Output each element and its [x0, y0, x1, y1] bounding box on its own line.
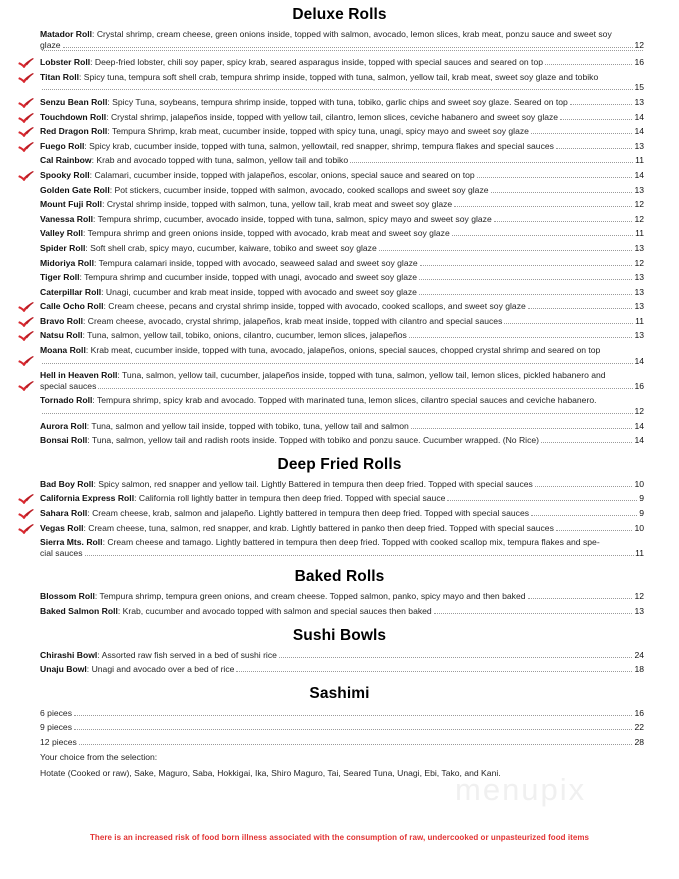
menu-item-name: Caterpillar Roll [40, 286, 102, 297]
menu-item-name: Bravo Roll [40, 315, 83, 326]
menu-item-text [40, 243, 377, 254]
menu-section [0, 621, 679, 675]
spicy-pepper-icon [18, 493, 34, 505]
leader-dots [434, 613, 633, 614]
menu-item-row [40, 258, 644, 269]
leader-dots [379, 250, 633, 251]
menu-item-price: 13 [634, 605, 644, 616]
menu-item-name: Vegas Roll [40, 522, 84, 533]
menu-item-row [40, 57, 644, 68]
menu-item-text [40, 272, 417, 283]
menu-item-description-continued: cial sauces [40, 547, 83, 558]
menu-item-text [40, 228, 450, 239]
menu-item-row [40, 141, 644, 152]
leader-dots [279, 657, 633, 658]
menu-item [0, 523, 679, 534]
menu-item-name: Titan Roll [40, 71, 79, 82]
leader-dots [452, 235, 633, 236]
menu-item-row [40, 97, 644, 108]
menu-item-name: Tiger Roll [40, 272, 80, 283]
menu-item-name: Blossom Roll [40, 591, 95, 602]
menu-item [0, 301, 679, 312]
menu-item-text [40, 155, 348, 166]
menu-item [0, 479, 679, 490]
menu-item-description: : Tempura shrimp, cucumber, avocado inside, topped with tuna, salmon, spicy mayo and sweet soy glaze [93, 213, 492, 224]
menu-item-row [40, 421, 644, 432]
menu-item-name: Unaju Bowl [40, 664, 87, 675]
spicy-pepper-icon [18, 112, 34, 124]
menu-item-name: Bonsai Roll [40, 435, 88, 446]
menu-item-text [40, 523, 554, 534]
menu-item-name: Chirashi Bowl [40, 649, 98, 660]
menu-item-text [40, 435, 539, 446]
menu-item-row [40, 330, 644, 341]
section-item-list [0, 479, 679, 559]
menu-item-row [40, 112, 644, 123]
menu-item-name: Lobster Roll [40, 57, 91, 68]
menu-item-row [40, 479, 644, 490]
menu-item-row [40, 199, 644, 210]
menu-item-text [40, 479, 533, 490]
menu-item-description: : Cream cheese and tamago. Lightly battered in tempura then deep fried. Topped with cooked scallop mix, tempura flakes and spe- [102, 537, 600, 548]
menu-item-description: 12 pieces [40, 736, 77, 747]
menu-item-description: : Spicy salmon, red snapper and yellow tail. Lightly Battered in tempura then deep fried. Topped with special sauces [93, 478, 533, 489]
menu-item [0, 72, 679, 93]
menu-item-description-continued: special sauces [40, 380, 97, 391]
menu-item-row [40, 737, 644, 748]
menu-item-price-row [40, 356, 644, 367]
menu-item-row [40, 170, 644, 181]
menu-item-description: : Cream cheese, krab, salmon and jalapeño. Lightly battered in tempura then deep fried. Topped with special sauces [87, 508, 530, 518]
menu-item [0, 112, 679, 123]
menu-item-description: : California roll lightly batter in tempura then deep fried. Topped with special sauce [134, 493, 446, 504]
menu-item-name: Sahara Roll [40, 508, 88, 518]
leader-dots [419, 294, 633, 295]
menu-item-row [40, 214, 644, 225]
section-title: Baked Rolls [294, 568, 385, 586]
section-title: Sushi Bowls [292, 626, 387, 644]
menu-item [0, 57, 679, 68]
menu-item-description: : Tempura shrimp and green onions inside, topped with avocado, krab meat and sweet soy glaze [83, 228, 450, 239]
menu-item-row [40, 606, 644, 617]
leader-dots [556, 530, 633, 531]
leader-dots [477, 177, 633, 178]
menu-item-description: : Crystal shrimp inside, topped with salmon, tuna, yellow tail, krab meat and sweet soy glaze [102, 199, 453, 210]
menu-item-price-row [40, 40, 644, 51]
menu-item-description: : Krab meat, cucumber inside, topped with tuna, avocado, jalapeños, onions, special sauces, chopped crystal shrimp and seared on top [85, 345, 601, 356]
menu-item [0, 737, 679, 748]
menu-item-text [40, 708, 72, 719]
menu-item-description: : Cream cheese, tuna, salmon, red snapper, and krab. Lightly battered in panko then deep fried. Topped with special sauces [83, 522, 554, 533]
menu-item-text [40, 591, 526, 602]
section-item-list [0, 650, 679, 675]
menu-item-description: : Crystal shrimp, jalapeños inside, topped with yellow tail, cilantro, lemon slices, ceviche habanero and sweet soy glaze [106, 111, 559, 122]
menu-item-text [40, 170, 475, 181]
menu-item-price: 12 [634, 257, 644, 268]
menu-item-price-row [40, 381, 644, 392]
menu-item [0, 170, 679, 181]
menu-item-price: 11 [635, 228, 644, 239]
leader-dots [447, 500, 637, 501]
menu-item-price: 13 [634, 242, 644, 253]
allergy-disclaimer: There is an increased risk of food born illness associated with the consumption of raw, undercooked or unpasteurized food items [89, 833, 590, 842]
leader-dots [63, 47, 634, 48]
menu-item-row [40, 272, 644, 283]
spicy-pepper-icon [18, 170, 34, 182]
menu-item-name: Mount Fuji Roll [40, 199, 103, 210]
menu-item-price: 13 [634, 330, 644, 341]
menu-item-row [40, 722, 644, 733]
spicy-pepper-icon [18, 57, 34, 69]
menu-section [0, 562, 679, 616]
menu-item-price: 12 [634, 406, 644, 417]
menu-item-description: : Deep-fried lobster, chili soy paper, spicy krab, seared asparagus inside, topped with special sauces and seared on top [90, 57, 544, 68]
menu-section [0, 450, 679, 559]
menu-item-price: 14 [634, 435, 644, 446]
menu-item-price: 14 [634, 111, 644, 122]
menu-item-name: Cal Rainbow [40, 155, 92, 166]
menu-item-text [40, 57, 543, 68]
menu-item-price: 24 [634, 649, 644, 660]
menu-item-row [40, 591, 644, 602]
menu-item-name: Senzu Bean Roll [40, 96, 108, 107]
menu-item-price: 11 [635, 155, 644, 166]
leader-dots [556, 148, 632, 149]
menu-item-row [40, 243, 644, 254]
menu-item-price: 9 [639, 493, 644, 504]
leader-dots [504, 323, 633, 324]
menu-item-price: 14 [634, 126, 644, 137]
leader-dots [560, 119, 632, 120]
menu-item-description: : Spicy krab, cucumber inside, topped with tuna, salmon, yellowtail, red snapper, shrimp, tempura flakes and special sauces [84, 140, 554, 151]
menu-item-price: 11 [635, 547, 644, 558]
leader-dots [528, 308, 633, 309]
section-title: Deluxe Rolls [292, 6, 387, 23]
menu-item-price: 13 [634, 286, 644, 297]
menu-item-name: Golden Gate Roll [40, 184, 110, 195]
menu-item-description: : Soft shell crab, spicy mayo, cucumber, kaiware, tobiko and sweet soy glaze [85, 242, 377, 253]
menu-item-price: 13 [634, 301, 644, 312]
leader-dots [98, 388, 633, 389]
menu-item-row [40, 708, 644, 719]
menu-item-name: Touchdown Roll [40, 111, 107, 122]
menu-item-description: : Tuna, salmon, yellow tail, tobiko, onions, cilantro, cucumber, lemon slices, jalapeños [82, 330, 407, 341]
menu-item-text [40, 737, 77, 748]
menu-item-name: Tornado Roll [40, 395, 93, 406]
menu-item [0, 395, 679, 416]
menu-item [0, 272, 679, 283]
leader-dots [420, 265, 633, 266]
menu-item [0, 287, 679, 298]
menu-item-text [40, 126, 529, 137]
leader-dots [350, 162, 633, 163]
menu-item-row [40, 316, 644, 327]
leader-dots-row [40, 50, 644, 53]
spicy-pepper-icon [18, 126, 34, 138]
menu-item-price: 12 [634, 213, 644, 224]
leader-dots [409, 337, 633, 338]
menu-item-price: 10 [634, 522, 644, 533]
leader-dots [531, 515, 637, 516]
leader-dots [491, 192, 633, 193]
menu-item-name: California Express Roll [40, 493, 135, 504]
leader-dots [541, 442, 632, 443]
menu-item-text [40, 72, 644, 83]
menu-item [0, 537, 679, 558]
menu-item-price-row [40, 406, 644, 417]
menu-item-text [40, 664, 234, 675]
menu-item-price: 16 [634, 707, 644, 718]
menu-item-price: 15 [634, 82, 644, 93]
menu-item-description: : Tempura shrimp, spicy krab and avocado. Topped with marinated tuna, lemon slices, cilantro special sauces and ceviche habanero. [92, 395, 597, 406]
menu-item [0, 650, 679, 661]
spicy-pepper-icon [18, 508, 34, 520]
menu-item-price: 13 [634, 272, 644, 283]
menu-item-text [40, 29, 644, 40]
menu-item-description-continued: glaze [40, 39, 61, 50]
menu-item-price: 9 [639, 508, 644, 518]
leader-dots [528, 598, 633, 599]
menu-item-row [40, 664, 644, 675]
menu-item [0, 708, 679, 719]
menu-item-text [40, 395, 644, 406]
leader-dots [454, 206, 632, 207]
menu-item [0, 435, 679, 446]
menu-item-description: : Tempura shrimp and cucumber inside, topped with unagi, avocado and sweet soy glaze [79, 272, 418, 283]
menu-item-text [40, 370, 644, 381]
menu-item [0, 370, 679, 391]
menu-item-row [40, 185, 644, 196]
menu-item [0, 214, 679, 225]
leader-dots [545, 64, 632, 65]
menu-item [0, 228, 679, 239]
menu-item [0, 155, 679, 166]
section-note: Hotate (Cooked or raw), Sake, Maguro, Saba, Hokkigai, Ika, Shiro Maguro, Tai, Seared Tuna, Unagi, Ebi, Tako, and Kani. [40, 768, 501, 779]
menu-item-price: 18 [634, 664, 644, 675]
menu-item-text [40, 141, 554, 152]
section-item-list [0, 29, 679, 446]
menu-item-name: Hell in Heaven Roll [40, 370, 118, 381]
menu-item [0, 330, 679, 341]
menu-item-price: 12 [634, 591, 644, 602]
leader-dots [411, 428, 633, 429]
menu-item-price: 14 [634, 355, 644, 366]
menu-item-description: : Tempura calamari inside, topped with avocado, seaweed salad and sweet soy glaze [93, 257, 418, 268]
leader-dots [42, 89, 633, 90]
menu-item-text [40, 493, 445, 504]
menu-item [0, 185, 679, 196]
spicy-pepper-icon [18, 97, 34, 109]
section-item-list [0, 591, 679, 616]
menu-item [0, 199, 679, 210]
menu-item-name: Matador Roll [40, 29, 93, 39]
menu-item-price: 12 [634, 39, 644, 50]
spicy-pepper-icon [18, 330, 34, 342]
leader-dots [42, 413, 633, 414]
spicy-pepper-icon [18, 72, 34, 84]
spicy-pepper-icon [18, 523, 34, 535]
menu-item-description: : Tuna, salmon, yellow tail and radish roots inside. Topped with tobiko and ponzu sauce. Cucumber wrapped. (No Rice) [87, 435, 540, 446]
menu-item-text [40, 537, 644, 548]
menu-item-text [40, 97, 568, 108]
menu-item [0, 508, 679, 519]
menu-item-name: Vanessa Roll [40, 213, 94, 224]
menu-item-price: 10 [634, 478, 644, 489]
menu-item-price: 16 [634, 57, 644, 68]
menu-item-description: : Tempura shrimp, tempura green onions, and cream cheese. Topped salmon, panko, spicy mayo and then baked [94, 591, 526, 602]
watermark: menupix [455, 772, 587, 807]
menu-item [0, 258, 679, 269]
menu-item-row [40, 287, 644, 298]
leader-dots [236, 671, 632, 672]
leader-dots [570, 104, 633, 105]
leader-dots [79, 744, 633, 745]
menu-item-price: 12 [634, 199, 644, 210]
menu-item [0, 606, 679, 617]
menu-item-name: Fuego Roll [40, 140, 85, 151]
menu-item-name: Baked Salmon Roll [40, 605, 118, 616]
menu-item-name: Natsu Roll [40, 330, 83, 341]
menu-item [0, 421, 679, 432]
menu-item-text [40, 301, 526, 312]
leader-dots [531, 133, 632, 134]
menu-item-description: : Pot stickers, cucumber inside, topped with salmon, avocado, cooked scallops and sweet soy glaze [109, 184, 489, 195]
menu-item-name: Aurora Roll [40, 420, 87, 431]
menu-item-price: 28 [634, 736, 644, 747]
menu-item-text [40, 606, 432, 617]
menu-item-price: 16 [634, 380, 644, 391]
menu-item [0, 29, 679, 53]
leader-dots [74, 729, 632, 730]
menu-item-description: : Tuna, salmon, yellow tail, cucumber, jalapeños inside, topped with tuna, salmon, yellow tail, lemon slices, pickled habanero and [117, 370, 606, 381]
menu-item-text [40, 199, 452, 210]
menu-item-description: : Tuna, salmon and yellow tail inside, topped with tobiko, tuna, yellow tail and salmon [86, 420, 409, 431]
menu-item-row [40, 650, 644, 661]
menu-item-text [40, 650, 277, 661]
menu-item [0, 141, 679, 152]
menu-item-text [40, 258, 418, 269]
menu-item-description: 6 pieces [40, 707, 73, 718]
menu-item-price: 13 [634, 140, 644, 151]
menu-item-row [40, 126, 644, 137]
menu-item-description: : Assorted raw fish served in a bed of sushi rice [97, 649, 277, 660]
menu-item-name: Spooky Roll [40, 169, 90, 180]
menu-item-description: : Krab and avocado topped with tuna, salmon, yellow tail and tobiko [91, 155, 349, 166]
menu-item-text [40, 185, 489, 196]
menu-item-name: Sierra Mts. Roll [40, 537, 103, 548]
menu-item-text [40, 316, 502, 327]
menu-item-price-row [40, 548, 644, 559]
menu-item-text [40, 330, 407, 341]
menu-item-name: Moana Roll [40, 345, 86, 356]
menu-item-text [40, 287, 417, 298]
menu-item-description: : Unagi, cucumber and krab meat inside, topped with avocado and sweet soy glaze [101, 286, 417, 297]
menu-item-price-row [40, 82, 644, 93]
leader-dots [85, 555, 635, 556]
menu-item-text [40, 421, 409, 432]
spicy-pepper-icon [18, 141, 34, 153]
menu-item-text [40, 112, 558, 123]
menu-item-description: : Krab, cucumber and avocado topped with salmon and special sauces then baked [117, 605, 432, 616]
menu-item-text [40, 345, 644, 356]
menu-item-row [40, 523, 644, 534]
menu-item [0, 722, 679, 733]
menu-item-row [40, 493, 644, 504]
spicy-pepper-icon [18, 316, 34, 328]
menu-item-text [40, 214, 492, 225]
menu-item-row [40, 435, 644, 446]
spicy-pepper-icon [18, 301, 34, 313]
menu-item-description: : Tempura Shrimp, krab meat, cucumber inside, topped with spicy tuna, unagi, spicy mayo and sweet soy glaze [107, 126, 529, 137]
section-title: Sashimi [309, 684, 370, 702]
menu-item-description: 9 pieces [40, 722, 73, 733]
section-item-list [0, 708, 679, 748]
section-title: Deep Fried Rolls [277, 455, 402, 473]
leader-dots [419, 279, 632, 280]
leader-dots [42, 50, 643, 51]
menu-item [0, 345, 679, 366]
menu-item-row [40, 228, 644, 239]
menu-item [0, 97, 679, 108]
menu-item-description: : Cream cheese, pecans and crystal shrimp inside, topped with avocado, cooked scallops, and sweet soy glaze [103, 301, 526, 312]
menu-item [0, 591, 679, 602]
menu-item-name: Bad Boy Roll [40, 478, 94, 489]
leader-dots [42, 363, 633, 364]
menu-item [0, 243, 679, 254]
menu-item-description: : Crystal shrimp, cream cheese, green onions inside, topped with salmon, avocado, lemon slices, krab meat, ponzu sauce and sweet soy [92, 29, 612, 39]
menu-item-row [40, 301, 644, 312]
menu-item-price: 13 [634, 184, 644, 195]
menu-item-description: : Spicy Tuna, soybeans, tempura shrimp inside, topped with tuna, tobiko, garlic chips and sweet soy glaze. Seared on top [107, 96, 568, 107]
spicy-pepper-icon [18, 355, 34, 367]
leader-dots [535, 486, 633, 487]
menu-item [0, 664, 679, 675]
menu-section [0, 679, 679, 779]
menu-item-description: : Unagi and avocado over a bed of rice [86, 664, 235, 675]
menu-item [0, 493, 679, 504]
menu-item-description: : Calamari, cucumber inside, topped with jalapeños, escolar, onions, special sauce and seared on top [89, 169, 475, 180]
menu-item-name: Valley Roll [40, 228, 83, 239]
menu-item-price: 11 [635, 315, 644, 326]
menu-item-text [40, 508, 529, 519]
menu-item-row [40, 508, 644, 519]
menu-item-name: Red Dragon Roll [40, 126, 108, 137]
section-note: Your choice from the selection: [40, 751, 158, 762]
menu-item-price: 22 [634, 722, 644, 733]
menu-item-name: Spider Roll [40, 242, 86, 253]
menu-item [0, 126, 679, 137]
menu-item-description: : Spicy tuna, tempura soft shell crab, tempura shrimp inside, topped with tuna, salmon, yellow tail, krab meat, sweet soy glaze and tobiko [79, 71, 599, 82]
menu-item-price: 14 [634, 169, 644, 180]
menu-item-price: 13 [634, 96, 644, 107]
spicy-pepper-icon [18, 380, 34, 392]
menu-item-row [40, 155, 644, 166]
menu-item-name: Calle Ocho Roll [40, 301, 104, 312]
leader-dots [74, 715, 632, 716]
menu-item [0, 316, 679, 327]
menu-item-name: Midoriya Roll [40, 257, 94, 268]
menu-item-description: : Cream cheese, avocado, crystal shrimp, jalapeños, krab meat inside, topped with cilantro and special sauces [82, 315, 503, 326]
menu-item-text [40, 722, 72, 733]
menu-item-price: 14 [634, 420, 644, 431]
leader-dots [494, 221, 633, 222]
